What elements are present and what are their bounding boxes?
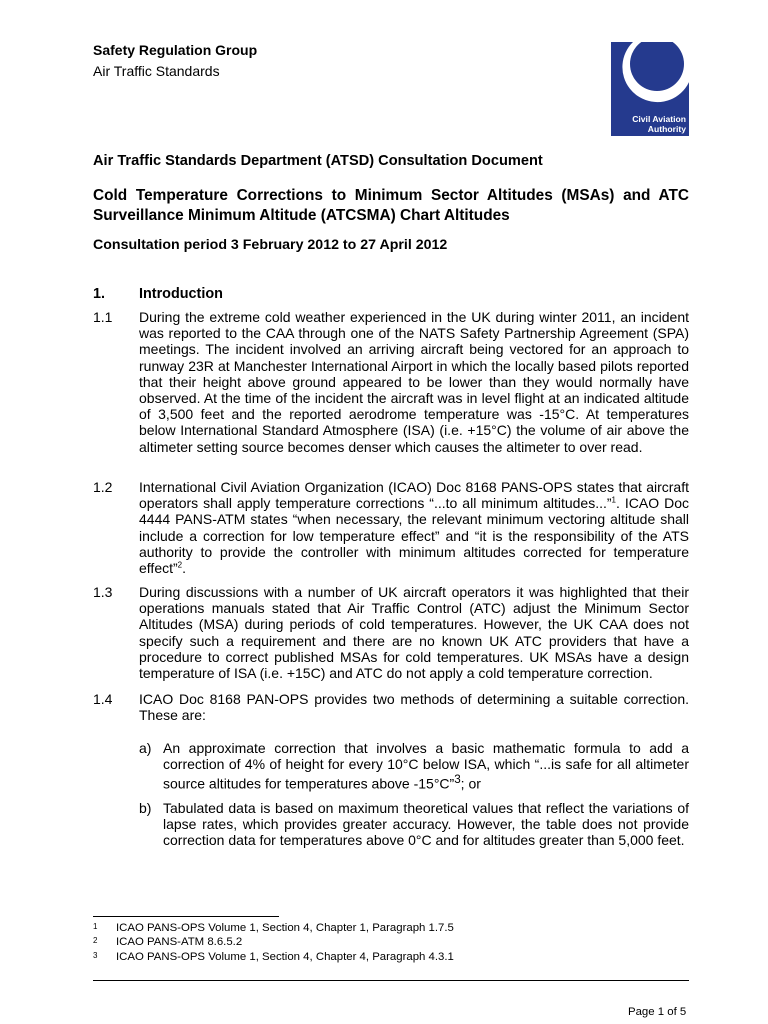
footnote-text: ICAO PANS-ATM 8.6.5.2: [116, 936, 243, 948]
paragraph-text: [139, 479, 689, 576]
footnote-divider: [93, 916, 279, 917]
paragraph-number: 1.2: [93, 479, 113, 495]
footnote-ref: 1: [611, 495, 616, 505]
paragraph-number: 1.1: [93, 309, 113, 325]
logo-text: [615, 114, 686, 134]
footnote-ref: 3: [454, 773, 461, 787]
logo-text-line-1: Civil Aviation: [632, 114, 686, 124]
section-number: 1.: [93, 286, 106, 302]
footnote-number: 1: [93, 922, 98, 931]
footnote-text: ICAO PANS-OPS Volume 1, Section 4, Chapter 4, Paragraph 4.3.1: [116, 951, 454, 963]
footer-divider: [93, 980, 689, 981]
document-title: Cold Temperature Corrections to Minimum Sector Altitudes (MSAs) and ATC Surveillance Minimum Altitude (ATCSMA) Chart Altitudes: [93, 187, 689, 224]
paragraph-text: ICAO Doc 8168 PAN-OPS provides two methods of determining a suitable correction. These are:: [139, 691, 689, 724]
caa-logo: [611, 42, 689, 136]
paragraph-text: During the extreme cold weather experienced in the UK during winter 2011, an incident was reported to the CAA through one of the NATS Safety Partnership Agreement (SPA) meetings. The incident involved an arriving aircraft being vectored for an approach to runway 23R at Manchester International Airport in which the locally based pilots reported that their height above ground appeared to be lower than they would normally have observed. At the time of the incident the aircraft was in level flight at an indicated altitude of 3,500 feet and the reported aerodrome temperature was -15°C. At temperatures below International Standard Atmosphere (ISA) (i.e. +15°C) the volume of air above the altimeter setting source becomes denser which causes the altimeter to over read.: [139, 309, 689, 455]
footnote-number: 3: [93, 951, 98, 960]
list-item-text: An approximate correction that involves a basic mathematic formula to add a correction of 4% of height for every 10°C below ISA, which “...is safe for all altimeter source altitudes for temperatures above -15°C”: [163, 740, 689, 793]
document-type: Air Traffic Standards Department (ATSD) Consultation Document: [93, 153, 543, 169]
org-name: Safety Regulation Group: [93, 42, 258, 58]
paragraph-text-part: .: [182, 560, 186, 577]
footnote-text: ICAO PANS-OPS Volume 1, Section 4, Chapter 1, Paragraph 1.7.5: [116, 922, 454, 934]
footnote-ref: 2: [177, 560, 183, 570]
paragraph-number: 1.3: [93, 584, 113, 600]
list-item-label: a): [139, 740, 152, 756]
logo-text-line-2: Authority: [647, 124, 686, 134]
org-subtitle: Air Traffic Standards: [93, 63, 220, 79]
list-item-text: ; or: [460, 776, 481, 793]
footnote-number: 2: [93, 936, 98, 945]
list-item-label: b): [139, 800, 152, 816]
consultation-period: Consultation period 3 February 2012 to 27 April 2012: [93, 237, 448, 253]
paragraph-text-part: . ICAO Doc 4444 PANS-ATM states “when necessary, the relevant minimum vectoring altitude shall include a correction for low temperature effect” and “it is the responsibility of the ATS authority to provide the controller with minimum altitudes corrected for temperature effect”: [139, 495, 689, 577]
paragraph-text: During discussions with a number of UK aircraft operators it was highlighted that their operations manuals stated that Air Traffic Control (ATC) adjust the Minimum Sector Altitudes (MSA) during periods of cold temperatures. However, the UK CAA does not specify such a requirement and there are no known UK ATC providers that have a procedure to correct published MSAs for cold temperatures. UK MSAs have a design temperature of ISA (i.e. +15C) and ATC do not apply a cold temperature correction.: [139, 584, 689, 682]
paragraph-number: 1.4: [93, 691, 113, 707]
section-title: Introduction: [139, 286, 223, 302]
paragraph-text-part: International Civil Aviation Organization (ICAO) Doc 8168 PANS-OPS states that aircraft operators shall apply temperature corrections “...to all minimum altitudes...”: [139, 479, 689, 512]
list-item: Tabulated data is based on maximum theoretical values that reflect the variations of lapse rates, which provides greater accuracy. However, the table does not provide correction data for temperatures above 0°C and for altitudes greater than 5,000 feet.: [163, 800, 689, 849]
page-number: Page 1 of 5: [628, 1006, 687, 1018]
list-item: [163, 740, 689, 792]
